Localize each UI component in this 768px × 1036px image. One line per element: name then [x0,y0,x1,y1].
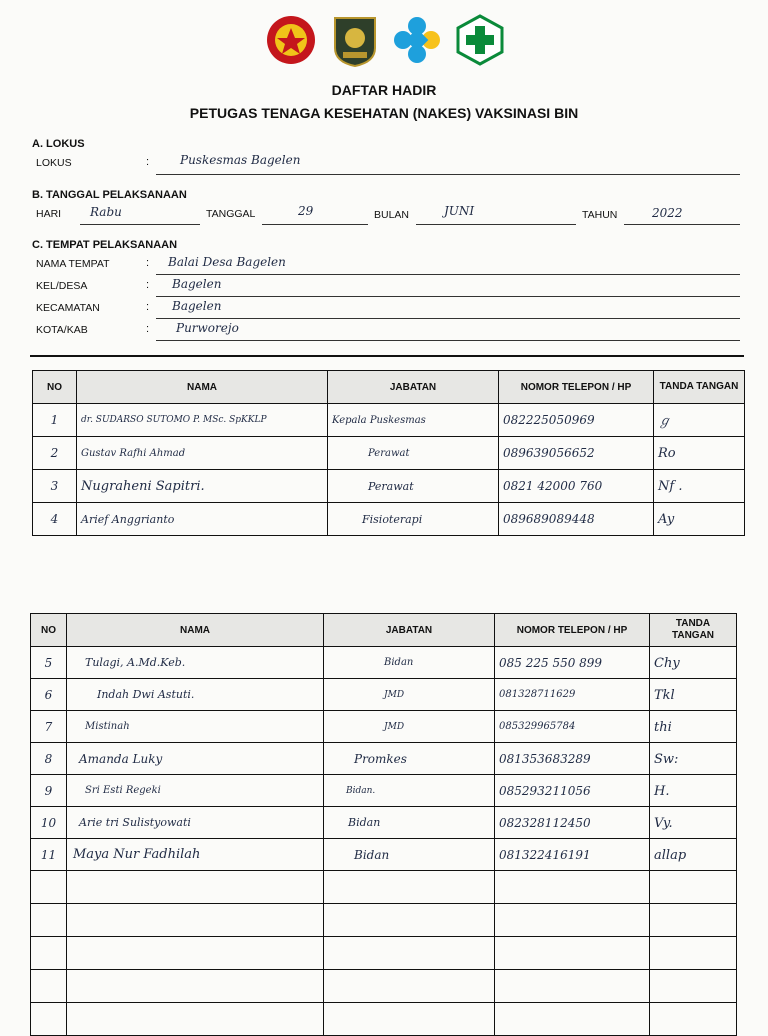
tahun-label: TAHUN [582,209,618,221]
row-jabatan: Fisioterapi [328,503,499,536]
table-header [31,614,737,647]
table-row-empty [31,1003,737,1036]
header-no: NO [33,371,77,404]
row-nama: Indah Dwi Astuti. [67,679,324,711]
row-signature [650,711,737,743]
bulan-label: BULAN [374,209,410,221]
kecamatan-value: Bagelen [172,299,222,313]
row-signature [650,743,737,775]
row-telp: 081328711629 [495,679,650,711]
row-signature [654,470,745,503]
header-jabatan: JABATAN [328,371,499,404]
document-title: DAFTAR HADIR [331,82,437,98]
logo-row [265,12,505,72]
kota-kab-label: KOTA/KAB [36,324,88,336]
table-row [31,839,737,871]
row-jabatan: Perawat [328,437,499,470]
header-nama: NAMA [67,614,324,647]
kecamatan-line [156,318,740,319]
row-no: 5 [31,647,67,679]
row-telp: 081353683289 [495,743,650,775]
row-signature [654,503,745,536]
row-no: 1 [33,404,77,437]
signature: Sw: [654,751,679,767]
row-nama: Mistinah [67,711,324,743]
kota-kab-value: Purworejo [176,321,239,335]
row-jabatan: Kepala Puskesmas [328,404,499,437]
row-jabatan: Bidan. [324,775,495,807]
row-telp: 082225050969 [499,404,654,437]
row-signature [654,404,745,437]
row-no: 9 [31,775,67,807]
row-nama: Tulagi, A.Md.Keb. [67,647,324,679]
kel-desa-line [156,296,740,297]
table-row [33,404,745,437]
row-telp: 085 225 550 899 [495,647,650,679]
section-b-heading: B. TANGGAL PELAKSANAAN [32,189,187,201]
nama-tempat-value: Balai Desa Bagelen [168,255,286,269]
signature: Ro [658,446,676,461]
tahun-value: 2022 [652,206,683,220]
row-signature [650,647,737,679]
signature: thi [654,719,672,735]
table-row-empty [31,904,737,937]
table-header [33,371,745,404]
header-telp: NOMOR TELEPON / HP [495,614,650,647]
table-row [31,743,737,775]
attendance-table-2 [30,613,737,1036]
table-row [33,503,745,536]
signature: Nf . [658,479,683,494]
row-no: 2 [33,437,77,470]
row-nama: Maya Nur Fadhilah [67,839,324,871]
section-a-heading: A. LOKUS [32,138,85,150]
kecamatan-label: KECAMATAN [36,302,100,314]
row-nama: Nugraheni Sapitri. [77,470,328,503]
row-nama: dr. SUDARSO SUTOMO P. MSc. SpKKLP [77,404,328,437]
row-jabatan: JMD [324,711,495,743]
purworejo-logo [331,14,379,68]
row-nama: Arief Anggrianto [77,503,328,536]
hari-label: HARI [36,208,62,220]
row-jabatan: Bidan [324,647,495,679]
colon: : [146,279,150,291]
nama-tempat-label: NAMA TEMPAT [36,258,110,270]
row-telp: 085329965784 [495,711,650,743]
bulan-line [416,224,576,225]
table-row-empty [31,871,737,904]
bin-logo [265,14,317,66]
table-row [31,807,737,839]
row-jabatan: Promkes [324,743,495,775]
tahun-line [624,224,740,225]
row-no: 11 [31,839,67,871]
section-c-heading: C. TEMPAT PELAKSANAAN [32,239,178,251]
row-nama: Sri Esti Regeki [67,775,324,807]
lokus-value: Puskesmas Bagelen [180,153,301,167]
tanggal-line [262,224,368,225]
row-no: 6 [31,679,67,711]
header-ttd: TANDA TANGAN [654,371,745,404]
header-jabatan: JABATAN [324,614,495,647]
colon: : [146,156,150,168]
signature: ℊ [658,414,672,429]
row-signature [650,679,737,711]
table-row [33,470,745,503]
row-telp: 085293211056 [495,775,650,807]
signature: Vy. [654,815,673,831]
row-signature [654,437,745,470]
nama-tempat-line [156,274,740,275]
signature: Tkl [654,687,675,703]
row-telp: 089639056652 [499,437,654,470]
lokus-label: LOKUS [36,157,72,169]
table-row [31,711,737,743]
row-no: 4 [33,503,77,536]
puskesmas-logo [455,14,505,66]
table-row [31,647,737,679]
colon: : [146,301,150,313]
row-telp: 089689089448 [499,503,654,536]
row-jabatan: Perawat [328,470,499,503]
kemenkes-logo [391,14,443,66]
table-row-empty [31,937,737,970]
kota-kab-line [156,340,740,341]
tanggal-label: TANGGAL [206,208,256,220]
row-no: 8 [31,743,67,775]
tanggal-value: 29 [298,204,314,218]
table-row [33,437,745,470]
row-signature [650,775,737,807]
signature: allap [654,847,687,863]
kel-desa-value: Bagelen [172,277,222,291]
row-nama: Arie tri Sulistyowati [67,807,324,839]
row-no: 3 [33,470,77,503]
header-ttd: TANDA TANGAN [650,614,737,647]
colon: : [146,257,150,269]
row-signature [650,807,737,839]
row-signature [650,839,737,871]
hari-line [80,224,200,225]
header-telp: NOMOR TELEPON / HP [499,371,654,404]
row-telp: 0821 42000 760 [499,470,654,503]
colon: : [146,323,150,335]
table-row-empty [31,970,737,1003]
lokus-line [156,174,740,175]
divider [30,355,744,357]
row-telp: 081322416191 [495,839,650,871]
header-no: NO [31,614,67,647]
bulan-value: JUNI [444,204,475,218]
row-jabatan: JMD [324,679,495,711]
row-no: 10 [31,807,67,839]
row-nama: Gustav Rafhi Ahmad [77,437,328,470]
signature: Ay [658,512,675,527]
hari-value: Rabu [90,205,122,219]
header-nama: NAMA [77,371,328,404]
attendance-table-1 [32,370,745,536]
table-row [31,679,737,711]
row-telp: 082328112450 [495,807,650,839]
row-jabatan: Bidan [324,807,495,839]
row-jabatan: Bidan [324,839,495,871]
document-subtitle: PETUGAS TENAGA KESEHATAN (NAKES) VAKSINASI BIN [189,105,579,121]
row-nama: Amanda Luky [67,743,324,775]
signature: Chy [654,655,680,671]
row-no: 7 [31,711,67,743]
signature: H. [654,783,670,799]
kel-desa-label: KEL/DESA [36,280,88,292]
table-row [31,775,737,807]
